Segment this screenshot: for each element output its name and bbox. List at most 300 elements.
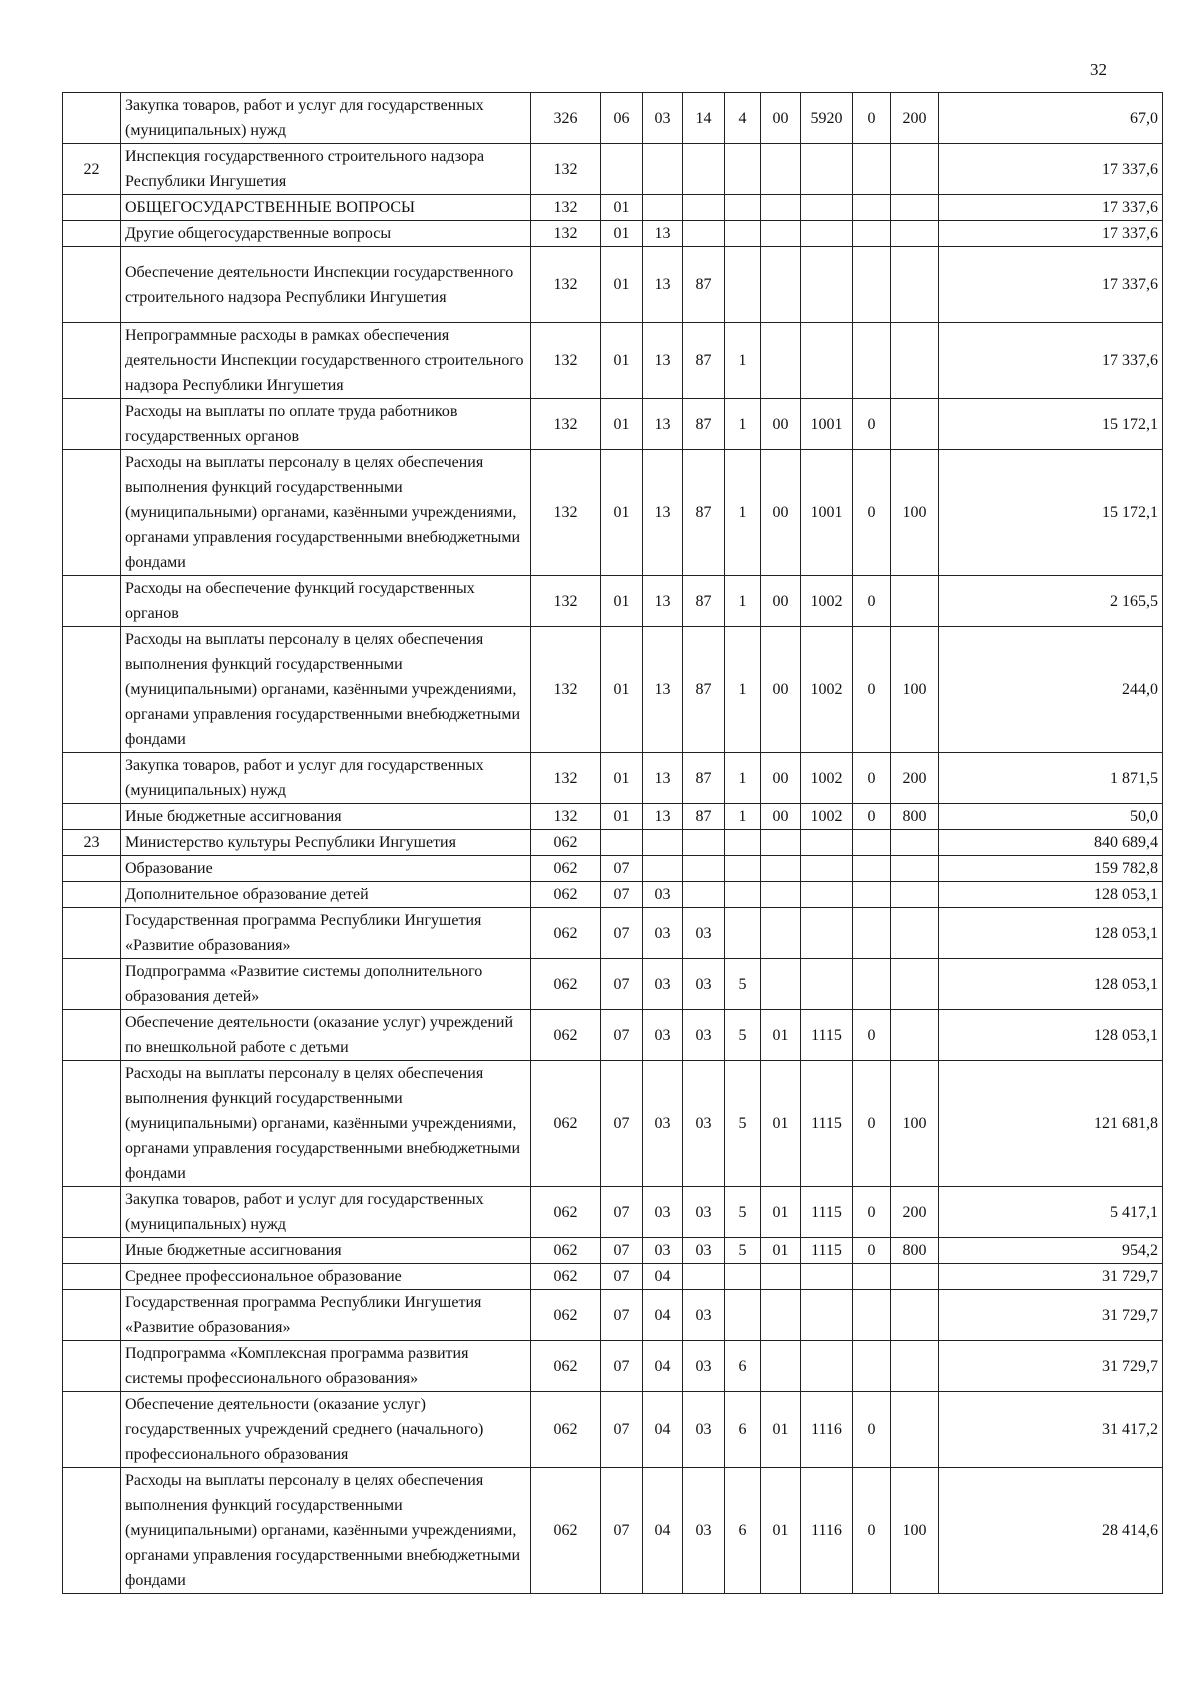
row-code-4: 6 bbox=[725, 1392, 761, 1468]
row-code-2 bbox=[643, 856, 683, 882]
table-row bbox=[63, 1264, 1163, 1290]
row-code-5: 00 bbox=[761, 399, 801, 450]
table-row bbox=[63, 1010, 1163, 1061]
table-row bbox=[63, 1290, 1163, 1341]
row-code-0: 326 bbox=[531, 93, 601, 144]
row-code-5: 00 bbox=[761, 753, 801, 804]
row-code-0: 062 bbox=[531, 830, 601, 856]
row-name: Среднее профессиональное образование bbox=[121, 1264, 531, 1290]
row-sum: 15 172,1 bbox=[939, 399, 1163, 450]
row-code-3: 03 bbox=[683, 1238, 725, 1264]
row-code-0: 132 bbox=[531, 753, 601, 804]
row-code-6 bbox=[801, 221, 853, 247]
row-code-2: 13 bbox=[643, 753, 683, 804]
row-name: Закупка товаров, работ и услуг для государственных (муниципальных) нужд bbox=[121, 753, 531, 804]
row-name: Закупка товаров, работ и услуг для государственных (муниципальных) нужд bbox=[121, 1187, 531, 1238]
row-name: Расходы на обеспечение функций государственных органов bbox=[121, 576, 531, 627]
row-code-0: 062 bbox=[531, 1468, 601, 1594]
row-code-3 bbox=[683, 882, 725, 908]
row-name: Государственная программа Республики Ингушетия «Развитие образования» bbox=[121, 1290, 531, 1341]
table-row bbox=[63, 1341, 1163, 1392]
row-number bbox=[63, 399, 121, 450]
row-code-7 bbox=[853, 221, 891, 247]
row-name: Министерство культуры Республики Ингушетия bbox=[121, 830, 531, 856]
row-code-1: 07 bbox=[601, 1341, 643, 1392]
table-row bbox=[63, 1468, 1163, 1594]
row-code-4: 4 bbox=[725, 93, 761, 144]
row-number bbox=[63, 804, 121, 830]
row-code-8: 100 bbox=[891, 1061, 939, 1187]
row-code-5: 00 bbox=[761, 627, 801, 753]
row-code-8 bbox=[891, 144, 939, 195]
row-code-2: 03 bbox=[643, 1010, 683, 1061]
row-code-8: 200 bbox=[891, 1187, 939, 1238]
row-code-8 bbox=[891, 247, 939, 323]
row-code-0: 062 bbox=[531, 882, 601, 908]
row-code-7: 0 bbox=[853, 576, 891, 627]
table-body bbox=[63, 93, 1163, 1594]
row-sum: 128 053,1 bbox=[939, 1010, 1163, 1061]
row-code-5: 00 bbox=[761, 804, 801, 830]
row-code-1: 07 bbox=[601, 1468, 643, 1594]
row-sum: 31 729,7 bbox=[939, 1290, 1163, 1341]
row-code-1: 01 bbox=[601, 450, 643, 576]
row-code-6 bbox=[801, 1264, 853, 1290]
row-code-7: 0 bbox=[853, 627, 891, 753]
table-row bbox=[63, 576, 1163, 627]
row-code-7: 0 bbox=[853, 1061, 891, 1187]
row-number bbox=[63, 195, 121, 221]
row-code-2: 03 bbox=[643, 1061, 683, 1187]
row-number bbox=[63, 959, 121, 1010]
table-row bbox=[63, 959, 1163, 1010]
row-code-7 bbox=[853, 908, 891, 959]
row-code-6 bbox=[801, 195, 853, 221]
row-sum: 17 337,6 bbox=[939, 221, 1163, 247]
row-code-0: 062 bbox=[531, 1290, 601, 1341]
row-code-8: 200 bbox=[891, 753, 939, 804]
row-code-1: 07 bbox=[601, 959, 643, 1010]
row-code-5 bbox=[761, 959, 801, 1010]
row-number bbox=[63, 882, 121, 908]
row-code-5 bbox=[761, 1341, 801, 1392]
row-code-7: 0 bbox=[853, 1392, 891, 1468]
row-number: 22 bbox=[63, 144, 121, 195]
row-code-1 bbox=[601, 830, 643, 856]
row-code-1: 01 bbox=[601, 399, 643, 450]
row-code-2: 13 bbox=[643, 450, 683, 576]
row-code-1: 07 bbox=[601, 1290, 643, 1341]
row-code-3 bbox=[683, 195, 725, 221]
row-code-1: 07 bbox=[601, 856, 643, 882]
row-code-5: 01 bbox=[761, 1010, 801, 1061]
row-number bbox=[63, 1187, 121, 1238]
row-code-6: 1001 bbox=[801, 399, 853, 450]
row-code-2 bbox=[643, 195, 683, 221]
row-code-1: 01 bbox=[601, 195, 643, 221]
row-code-3: 03 bbox=[683, 1187, 725, 1238]
row-code-4: 1 bbox=[725, 323, 761, 399]
row-code-6: 1002 bbox=[801, 804, 853, 830]
row-number bbox=[63, 1341, 121, 1392]
row-code-1: 07 bbox=[601, 1187, 643, 1238]
row-code-8: 800 bbox=[891, 804, 939, 830]
row-name: Подпрограмма «Комплексная программа развития системы профессионального образования» bbox=[121, 1341, 531, 1392]
row-code-8 bbox=[891, 1264, 939, 1290]
row-code-5: 01 bbox=[761, 1392, 801, 1468]
table-row bbox=[63, 144, 1163, 195]
row-code-8 bbox=[891, 323, 939, 399]
row-code-4: 5 bbox=[725, 959, 761, 1010]
table-row bbox=[63, 247, 1163, 323]
table-row bbox=[63, 221, 1163, 247]
table-row bbox=[63, 882, 1163, 908]
row-name: ОБЩЕГОСУДАРСТВЕННЫЕ ВОПРОСЫ bbox=[121, 195, 531, 221]
row-code-7: 0 bbox=[853, 1238, 891, 1264]
row-code-8 bbox=[891, 195, 939, 221]
row-code-0: 132 bbox=[531, 144, 601, 195]
row-code-7 bbox=[853, 882, 891, 908]
row-number bbox=[63, 247, 121, 323]
row-name: Расходы на выплаты персоналу в целях обеспечения выполнения функций государственными (муниципальными) органами, казёнными учреждениями, органами управления государственными внебюджетными фондами bbox=[121, 1061, 531, 1187]
row-code-4: 1 bbox=[725, 576, 761, 627]
row-sum: 1 871,5 bbox=[939, 753, 1163, 804]
row-code-4 bbox=[725, 830, 761, 856]
row-code-6 bbox=[801, 856, 853, 882]
row-code-3: 03 bbox=[683, 908, 725, 959]
row-code-7: 0 bbox=[853, 1010, 891, 1061]
row-sum: 17 337,6 bbox=[939, 144, 1163, 195]
row-code-5: 01 bbox=[761, 1468, 801, 1594]
row-code-3: 03 bbox=[683, 1341, 725, 1392]
row-sum: 159 782,8 bbox=[939, 856, 1163, 882]
row-code-6: 5920 bbox=[801, 93, 853, 144]
row-name: Иные бюджетные ассигнования bbox=[121, 1238, 531, 1264]
row-code-7: 0 bbox=[853, 753, 891, 804]
table-row bbox=[63, 195, 1163, 221]
row-code-7 bbox=[853, 959, 891, 1010]
table-row bbox=[63, 323, 1163, 399]
row-number bbox=[63, 1290, 121, 1341]
row-code-0: 132 bbox=[531, 804, 601, 830]
row-code-1: 07 bbox=[601, 1061, 643, 1187]
row-name: Государственная программа Республики Ингушетия «Развитие образования» bbox=[121, 908, 531, 959]
row-code-5: 00 bbox=[761, 93, 801, 144]
row-name: Иные бюджетные ассигнования bbox=[121, 804, 531, 830]
row-sum: 50,0 bbox=[939, 804, 1163, 830]
row-code-5 bbox=[761, 1264, 801, 1290]
row-code-6: 1115 bbox=[801, 1010, 853, 1061]
row-code-6: 1115 bbox=[801, 1238, 853, 1264]
row-code-0: 132 bbox=[531, 450, 601, 576]
row-name: Инспекция государственного строительного надзора Республики Ингушетия bbox=[121, 144, 531, 195]
row-code-7 bbox=[853, 856, 891, 882]
row-code-8: 100 bbox=[891, 627, 939, 753]
row-code-0: 132 bbox=[531, 576, 601, 627]
row-code-0: 062 bbox=[531, 908, 601, 959]
row-code-2: 13 bbox=[643, 804, 683, 830]
row-code-1: 01 bbox=[601, 323, 643, 399]
row-code-4 bbox=[725, 144, 761, 195]
row-code-2: 04 bbox=[643, 1468, 683, 1594]
row-code-5: 00 bbox=[761, 450, 801, 576]
row-code-2 bbox=[643, 144, 683, 195]
table-row bbox=[63, 1061, 1163, 1187]
row-sum: 17 337,6 bbox=[939, 247, 1163, 323]
row-code-1: 07 bbox=[601, 1010, 643, 1061]
row-code-4 bbox=[725, 221, 761, 247]
row-code-4: 6 bbox=[725, 1341, 761, 1392]
row-code-5: 01 bbox=[761, 1187, 801, 1238]
table-row bbox=[63, 908, 1163, 959]
row-code-7 bbox=[853, 1290, 891, 1341]
row-code-8 bbox=[891, 1290, 939, 1341]
row-code-6: 1001 bbox=[801, 450, 853, 576]
row-code-3: 87 bbox=[683, 247, 725, 323]
row-code-0: 062 bbox=[531, 1187, 601, 1238]
row-code-5: 00 bbox=[761, 576, 801, 627]
table-row bbox=[63, 804, 1163, 830]
row-code-2: 04 bbox=[643, 1341, 683, 1392]
row-code-6 bbox=[801, 882, 853, 908]
row-number bbox=[63, 1061, 121, 1187]
row-name: Расходы на выплаты персоналу в целях обеспечения выполнения функций государственными (муниципальными) органами, казёнными учреждениями, органами управления государственными внебюджетными фондами bbox=[121, 1468, 531, 1594]
row-code-1: 01 bbox=[601, 247, 643, 323]
row-code-2 bbox=[643, 830, 683, 856]
row-name: Непрограммные расходы в рамках обеспечения деятельности Инспекции государственного строительного надзора Республики Ингушетия bbox=[121, 323, 531, 399]
row-code-7 bbox=[853, 195, 891, 221]
row-number bbox=[63, 1264, 121, 1290]
row-code-0: 062 bbox=[531, 1061, 601, 1187]
row-code-0: 062 bbox=[531, 959, 601, 1010]
row-code-7: 0 bbox=[853, 1468, 891, 1594]
row-code-7: 0 bbox=[853, 93, 891, 144]
row-code-6 bbox=[801, 323, 853, 399]
table-row bbox=[63, 450, 1163, 576]
row-code-4: 1 bbox=[725, 804, 761, 830]
row-code-6 bbox=[801, 1290, 853, 1341]
row-number bbox=[63, 1392, 121, 1468]
row-number bbox=[63, 221, 121, 247]
row-code-6: 1002 bbox=[801, 627, 853, 753]
row-code-4: 1 bbox=[725, 399, 761, 450]
row-code-0: 132 bbox=[531, 323, 601, 399]
row-code-8: 100 bbox=[891, 450, 939, 576]
row-name: Подпрограмма «Развитие системы дополнительного образования детей» bbox=[121, 959, 531, 1010]
row-name: Другие общегосударственные вопросы bbox=[121, 221, 531, 247]
row-code-2: 13 bbox=[643, 221, 683, 247]
row-code-7: 0 bbox=[853, 804, 891, 830]
row-code-4: 1 bbox=[725, 627, 761, 753]
row-code-2: 03 bbox=[643, 93, 683, 144]
row-number bbox=[63, 323, 121, 399]
row-code-5 bbox=[761, 144, 801, 195]
row-code-1: 07 bbox=[601, 882, 643, 908]
row-sum: 31 729,7 bbox=[939, 1341, 1163, 1392]
row-code-4 bbox=[725, 1264, 761, 1290]
row-code-0: 062 bbox=[531, 1392, 601, 1468]
row-name: Обеспечение деятельности (оказание услуг) учреждений по внешкольной работе с детьми bbox=[121, 1010, 531, 1061]
row-code-6: 1115 bbox=[801, 1187, 853, 1238]
row-code-0: 132 bbox=[531, 221, 601, 247]
row-code-1 bbox=[601, 144, 643, 195]
row-code-8 bbox=[891, 882, 939, 908]
row-code-3 bbox=[683, 144, 725, 195]
row-code-7 bbox=[853, 830, 891, 856]
row-code-0: 062 bbox=[531, 856, 601, 882]
row-code-0: 062 bbox=[531, 1010, 601, 1061]
row-code-7: 0 bbox=[853, 399, 891, 450]
row-code-5 bbox=[761, 221, 801, 247]
row-code-6 bbox=[801, 247, 853, 323]
row-code-3: 03 bbox=[683, 1061, 725, 1187]
row-code-0: 062 bbox=[531, 1264, 601, 1290]
row-code-8 bbox=[891, 1010, 939, 1061]
row-code-3 bbox=[683, 830, 725, 856]
row-code-3: 14 bbox=[683, 93, 725, 144]
row-code-8: 100 bbox=[891, 1468, 939, 1594]
row-code-0: 132 bbox=[531, 195, 601, 221]
row-code-1: 01 bbox=[601, 627, 643, 753]
row-name: Расходы на выплаты по оплате труда работников государственных органов bbox=[121, 399, 531, 450]
table-row bbox=[63, 1392, 1163, 1468]
row-code-3: 03 bbox=[683, 1290, 725, 1341]
row-code-4 bbox=[725, 195, 761, 221]
row-code-1: 07 bbox=[601, 1392, 643, 1468]
row-code-7 bbox=[853, 247, 891, 323]
row-code-3: 03 bbox=[683, 1010, 725, 1061]
table-row bbox=[63, 627, 1163, 753]
row-code-6: 1115 bbox=[801, 1061, 853, 1187]
row-code-3: 87 bbox=[683, 450, 725, 576]
row-code-8 bbox=[891, 221, 939, 247]
row-code-5: 01 bbox=[761, 1061, 801, 1187]
row-code-3: 87 bbox=[683, 323, 725, 399]
row-sum: 128 053,1 bbox=[939, 959, 1163, 1010]
row-code-7 bbox=[853, 1264, 891, 1290]
row-sum: 31 417,2 bbox=[939, 1392, 1163, 1468]
row-code-1: 01 bbox=[601, 804, 643, 830]
row-code-7 bbox=[853, 323, 891, 399]
row-code-5 bbox=[761, 195, 801, 221]
row-code-6 bbox=[801, 908, 853, 959]
row-code-8 bbox=[891, 1392, 939, 1468]
row-code-3: 87 bbox=[683, 627, 725, 753]
page-number: 32 bbox=[1090, 60, 1107, 79]
row-number bbox=[63, 856, 121, 882]
row-code-2: 13 bbox=[643, 627, 683, 753]
table-row bbox=[63, 830, 1163, 856]
row-code-8 bbox=[891, 856, 939, 882]
row-sum: 15 172,1 bbox=[939, 450, 1163, 576]
row-sum: 17 337,6 bbox=[939, 323, 1163, 399]
row-code-3 bbox=[683, 1264, 725, 1290]
row-code-6: 1002 bbox=[801, 753, 853, 804]
row-code-8 bbox=[891, 399, 939, 450]
row-code-1: 06 bbox=[601, 93, 643, 144]
row-sum: 954,2 bbox=[939, 1238, 1163, 1264]
row-number bbox=[63, 908, 121, 959]
row-number bbox=[63, 1010, 121, 1061]
row-name: Образование bbox=[121, 856, 531, 882]
row-code-2: 03 bbox=[643, 882, 683, 908]
row-code-4 bbox=[725, 1290, 761, 1341]
row-code-1: 01 bbox=[601, 576, 643, 627]
row-code-1: 01 bbox=[601, 753, 643, 804]
row-code-4: 1 bbox=[725, 753, 761, 804]
row-code-5 bbox=[761, 1290, 801, 1341]
row-code-8: 200 bbox=[891, 93, 939, 144]
row-code-5 bbox=[761, 908, 801, 959]
row-code-7 bbox=[853, 1341, 891, 1392]
row-code-8 bbox=[891, 830, 939, 856]
row-number bbox=[63, 1238, 121, 1264]
row-code-3: 87 bbox=[683, 804, 725, 830]
row-sum: 28 414,6 bbox=[939, 1468, 1163, 1594]
row-sum: 5 417,1 bbox=[939, 1187, 1163, 1238]
row-sum: 128 053,1 bbox=[939, 908, 1163, 959]
row-code-5: 01 bbox=[761, 1238, 801, 1264]
row-code-3: 03 bbox=[683, 1392, 725, 1468]
row-code-8 bbox=[891, 576, 939, 627]
row-code-2: 03 bbox=[643, 1187, 683, 1238]
row-sum: 128 053,1 bbox=[939, 882, 1163, 908]
row-code-3: 03 bbox=[683, 959, 725, 1010]
row-sum: 17 337,6 bbox=[939, 195, 1163, 221]
row-code-2: 03 bbox=[643, 959, 683, 1010]
row-code-6 bbox=[801, 144, 853, 195]
row-code-0: 132 bbox=[531, 627, 601, 753]
row-number bbox=[63, 450, 121, 576]
row-code-7: 0 bbox=[853, 1187, 891, 1238]
row-code-2: 03 bbox=[643, 908, 683, 959]
row-code-8: 800 bbox=[891, 1238, 939, 1264]
row-code-2: 13 bbox=[643, 323, 683, 399]
row-code-4: 1 bbox=[725, 450, 761, 576]
row-code-5 bbox=[761, 323, 801, 399]
row-code-4 bbox=[725, 908, 761, 959]
row-sum: 840 689,4 bbox=[939, 830, 1163, 856]
row-name: Обеспечение деятельности Инспекции государственного строительного надзора Республики Ингушетия bbox=[121, 247, 531, 323]
row-code-2: 03 bbox=[643, 1238, 683, 1264]
row-code-3: 87 bbox=[683, 753, 725, 804]
row-code-6 bbox=[801, 959, 853, 1010]
row-code-4: 6 bbox=[725, 1468, 761, 1594]
row-number bbox=[63, 93, 121, 144]
row-code-2: 13 bbox=[643, 399, 683, 450]
row-code-5 bbox=[761, 247, 801, 323]
row-code-8 bbox=[891, 959, 939, 1010]
row-code-2: 13 bbox=[643, 576, 683, 627]
row-number bbox=[63, 753, 121, 804]
row-code-4 bbox=[725, 247, 761, 323]
row-code-5 bbox=[761, 856, 801, 882]
row-code-8 bbox=[891, 908, 939, 959]
row-number bbox=[63, 627, 121, 753]
row-name: Обеспечение деятельности (оказание услуг) государственных учреждений среднего (начального) профессионального образования bbox=[121, 1392, 531, 1468]
table-row bbox=[63, 399, 1163, 450]
row-code-0: 062 bbox=[531, 1341, 601, 1392]
row-code-3: 03 bbox=[683, 1468, 725, 1594]
row-code-0: 132 bbox=[531, 247, 601, 323]
row-name: Расходы на выплаты персоналу в целях обеспечения выполнения функций государственными (муниципальными) органами, казёнными учреждениями, органами управления государственными внебюджетными фондами bbox=[121, 450, 531, 576]
row-sum: 67,0 bbox=[939, 93, 1163, 144]
row-code-0: 062 bbox=[531, 1238, 601, 1264]
row-code-6 bbox=[801, 1341, 853, 1392]
row-code-5 bbox=[761, 882, 801, 908]
row-code-1: 07 bbox=[601, 1264, 643, 1290]
row-name: Закупка товаров, работ и услуг для государственных (муниципальных) нужд bbox=[121, 93, 531, 144]
